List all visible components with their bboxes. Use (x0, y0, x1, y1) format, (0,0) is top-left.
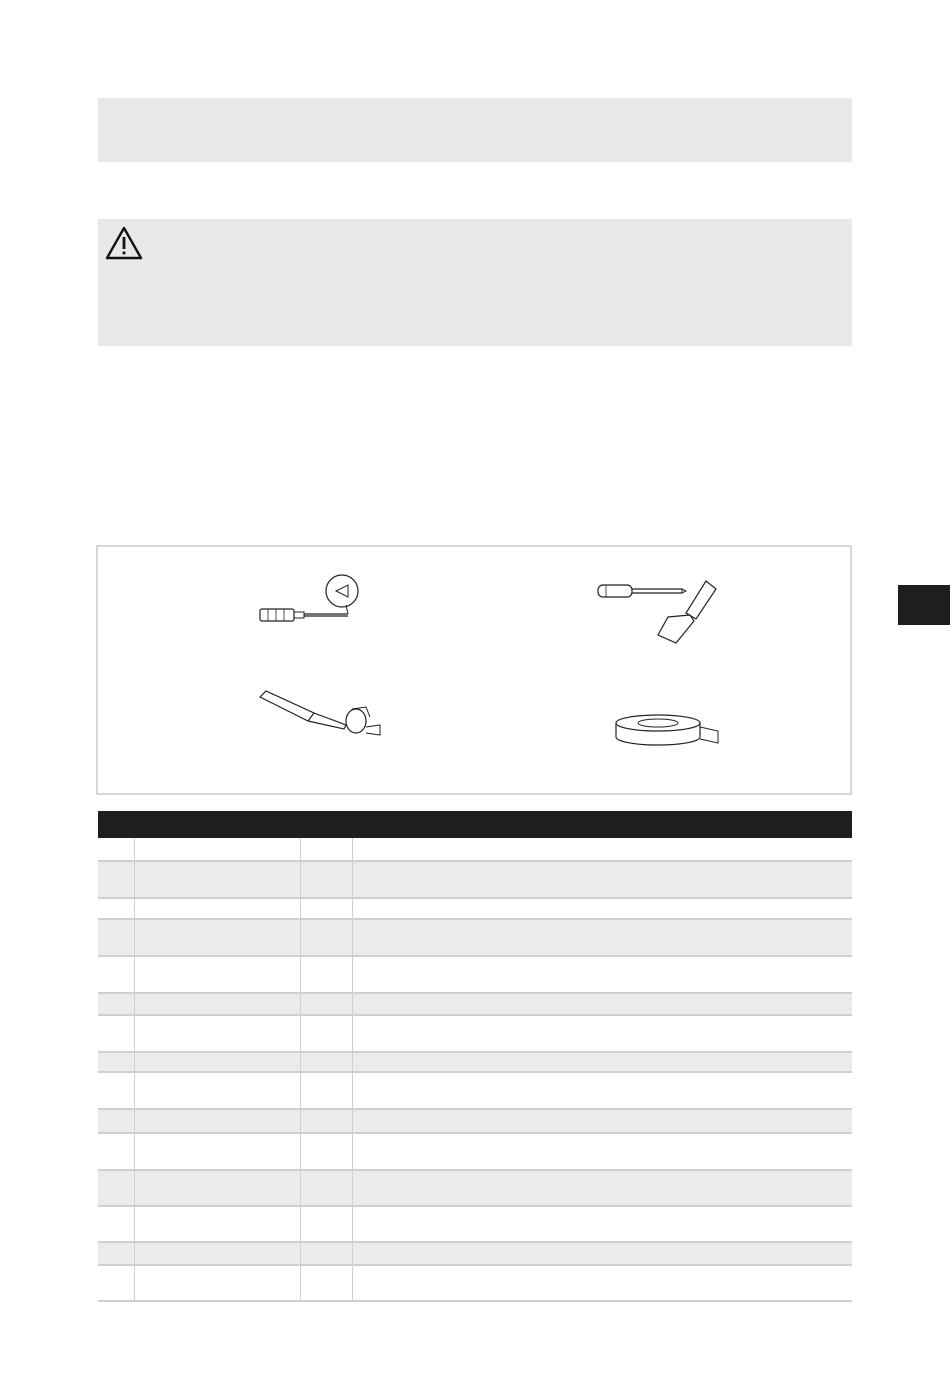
table-row (98, 1134, 852, 1171)
warning-box (98, 219, 852, 346)
table-cell-name (135, 1243, 301, 1264)
table-cell-qty (301, 1207, 353, 1241)
table-cell-name (135, 1110, 301, 1132)
table-cell-no (98, 1073, 135, 1108)
table-cell-no (98, 1016, 135, 1051)
table-row (98, 1266, 852, 1302)
table-row (98, 862, 852, 899)
table-row (98, 994, 852, 1016)
table-cell-desc (353, 957, 852, 992)
table-cell-name (135, 862, 301, 897)
table-cell-name (135, 1207, 301, 1241)
table-cell-name (135, 1016, 301, 1051)
table-cell-name (135, 899, 301, 918)
table-cell-qty (301, 1073, 353, 1108)
table-cell-no (98, 1171, 135, 1205)
table-cell-desc (353, 1266, 852, 1300)
table-row (98, 1053, 852, 1073)
warning-triangle-icon (104, 225, 144, 261)
table-cell-qty (301, 899, 353, 918)
table-cell-name (135, 1266, 301, 1300)
table-cell-no (98, 1110, 135, 1132)
table-cell-name (135, 920, 301, 955)
table-cell-qty (301, 1016, 353, 1051)
table-cell-name (135, 994, 301, 1014)
table-row (98, 920, 852, 957)
table-cell-qty (301, 920, 353, 955)
table-cell-name (135, 1171, 301, 1205)
table-cell-desc (353, 1171, 852, 1205)
table-row (98, 838, 852, 862)
tools-figure (96, 545, 852, 795)
table-cell-desc (353, 1016, 852, 1051)
table-cell-qty (301, 994, 353, 1014)
table-cell-desc (353, 899, 852, 918)
section-tab-marker (898, 585, 950, 625)
table-cell-no (98, 1243, 135, 1264)
table-row (98, 899, 852, 920)
table-cell-qty (301, 1171, 353, 1205)
screwdriver-icon (256, 573, 366, 629)
table-cell-qty (301, 838, 353, 860)
table-cell-qty (301, 862, 353, 897)
note-box (98, 98, 852, 162)
table-cell-desc (353, 862, 852, 897)
table-cell-desc (353, 920, 852, 955)
table-cell-qty (301, 1110, 353, 1132)
table-row (98, 1207, 852, 1243)
table-row (98, 1171, 852, 1207)
table-cell-name (135, 957, 301, 992)
tape-roll-icon (612, 711, 724, 751)
parts-table (98, 811, 852, 1302)
table-cell-no (98, 1207, 135, 1241)
table-cell-name (135, 838, 301, 860)
table-cell-no (98, 994, 135, 1014)
table-cell-desc (353, 1134, 852, 1169)
table-cell-qty (301, 1243, 353, 1264)
table-cell-no (98, 957, 135, 992)
table-cell-no (98, 862, 135, 897)
table-cell-desc (353, 1053, 852, 1071)
table-cell-no (98, 1053, 135, 1071)
table-cell-qty (301, 1266, 353, 1300)
table-row (98, 1243, 852, 1266)
table-cell-desc (353, 994, 852, 1014)
table-cell-no (98, 838, 135, 860)
table-cell-qty (301, 1053, 353, 1071)
table-cell-desc (353, 1073, 852, 1108)
table-cell-desc (353, 1243, 852, 1264)
table-row (98, 1016, 852, 1053)
table-cell-desc (353, 838, 852, 860)
screwdriver-scraper-icon (594, 575, 724, 647)
table-cell-no (98, 1134, 135, 1169)
table-cell-name (135, 1073, 301, 1108)
table-cell-no (98, 899, 135, 918)
table-cell-desc (353, 1207, 852, 1241)
table-row (98, 1073, 852, 1110)
table-cell-name (135, 1134, 301, 1169)
table-cell-no (98, 920, 135, 955)
table-cell-qty (301, 957, 353, 992)
table-cell-desc (353, 1110, 852, 1132)
table-row (98, 957, 852, 994)
table-header (98, 811, 852, 838)
table-cell-no (98, 1266, 135, 1300)
table-body (98, 838, 852, 1302)
hammer-icon (256, 683, 386, 743)
table-cell-qty (301, 1134, 353, 1169)
table-cell-name (135, 1053, 301, 1071)
table-row (98, 1110, 852, 1134)
